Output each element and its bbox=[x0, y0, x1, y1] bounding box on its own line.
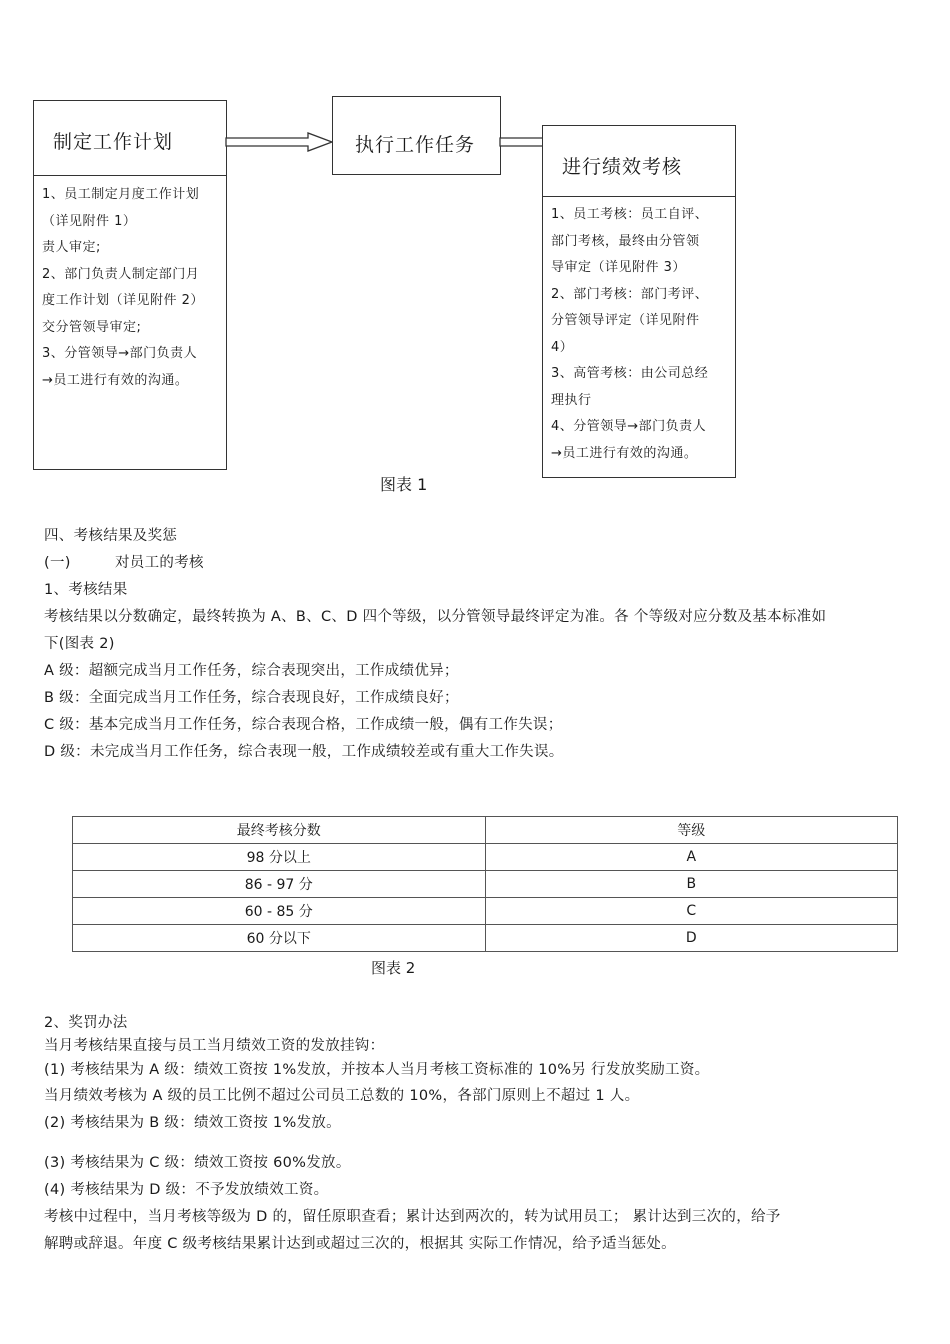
step1-item: 1、员工制定月度工作计划 bbox=[42, 187, 200, 202]
reward-intro: 当月考核结果直接与员工当月绩效工资的发放挂钩： bbox=[44, 1038, 385, 1054]
reward-rule-1: (1) 考核结果为 A 级：绩效工资按 1%发放，并按本人当月考核工资标准的 10%另 行发放奖励工资。 bbox=[44, 1062, 710, 1078]
grade-table bbox=[72, 816, 898, 952]
figure1-caption: 图表 1 bbox=[380, 475, 428, 494]
table-cell-grade: A bbox=[485, 844, 898, 871]
step1-item: 交分管领导审定; bbox=[42, 319, 142, 335]
step1-title: 制定工作计划 bbox=[53, 131, 174, 153]
reward-rule-3: (3) 考核结果为 C 级：绩效工资按 60%发放。 bbox=[44, 1155, 351, 1171]
step3-item: 2、部门考核：部门考评、 bbox=[551, 286, 709, 302]
step2-title-box bbox=[332, 96, 501, 175]
step3-title-box bbox=[542, 125, 736, 197]
step3-item: 导审定（详见附件 3） bbox=[551, 260, 686, 275]
step1-detail-box bbox=[33, 175, 227, 470]
step3-title: 进行绩效考核 bbox=[562, 156, 683, 178]
step1-item: 3、分管领导→部门负责人 bbox=[42, 346, 198, 361]
step3-item: 4） bbox=[551, 339, 574, 355]
table-cell-grade: C bbox=[485, 898, 898, 925]
step1-title-box bbox=[33, 100, 227, 176]
table-cell-score: 60 - 85 分 bbox=[73, 898, 486, 925]
flow-arrow-1 bbox=[224, 131, 336, 153]
sub1-number: (一) bbox=[44, 555, 71, 571]
step3-detail-box bbox=[542, 196, 736, 478]
step3-item: 分管领导评定（详见附件 bbox=[551, 313, 700, 328]
para1-line2: 下(图表 2) bbox=[44, 636, 115, 652]
grade-b-desc: B 级：全面完成当月工作任务，综合表现良好，工作成绩良好； bbox=[44, 690, 459, 706]
table-cell-score: 98 分以上 bbox=[73, 844, 486, 871]
reward-rule-1-note: 当月绩效考核为 A 级的员工比例不超过公司员工总数的 10%，各部门原则上不超过 1 人。 bbox=[44, 1088, 640, 1104]
grade-d-desc: D 级：未完成当月工作任务，综合表现一般，工作成绩较差或有重大工作失误。 bbox=[44, 744, 564, 760]
table-cell-score: 86 - 97 分 bbox=[73, 871, 486, 898]
closing-line1: 考核中过程中，当月考核等级为 D 的，留任原职查看；累计达到两次的，转为试用员工； 累计达到三次的，给予 bbox=[44, 1209, 781, 1225]
table-header-score: 最终考核分数 bbox=[73, 817, 486, 844]
table-row bbox=[73, 871, 898, 898]
section4-heading: 四、考核结果及奖惩 bbox=[44, 528, 178, 544]
table-row bbox=[73, 898, 898, 925]
step1-item: 度工作计划（详见附件 2） bbox=[42, 293, 204, 308]
step3-item: 部门考核，最终由分管领 bbox=[551, 233, 700, 249]
table-header-row bbox=[73, 817, 898, 844]
table-cell-score: 60 分以下 bbox=[73, 925, 486, 952]
para1-line1: 考核结果以分数确定，最终转换为 A、B、C、D 四个等级，以分管领导最终评定为准。各 个等级对应分数及基本标准如 bbox=[44, 609, 827, 625]
step3-item: →员工进行有效的沟通。 bbox=[551, 445, 698, 461]
table-row bbox=[73, 844, 898, 871]
step1-item: 2、部门负责人制定部门月 bbox=[42, 266, 200, 282]
grade-c-desc: C 级：基本完成当月工作任务，综合表现合格，工作成绩一般，偶有工作失误； bbox=[44, 717, 563, 733]
table-header-grade: 等级 bbox=[485, 817, 898, 844]
step2-title: 执行工作任务 bbox=[355, 134, 476, 156]
grade-a-desc: A 级：超额完成当月工作任务，综合表现突出，工作成绩优异； bbox=[44, 663, 459, 679]
table-cell-grade: B bbox=[485, 871, 898, 898]
step3-item: 4、分管领导→部门负责人 bbox=[551, 419, 707, 434]
step3-item: 理执行 bbox=[551, 392, 592, 408]
step3-detail-list bbox=[551, 202, 708, 467]
step1-item: →员工进行有效的沟通。 bbox=[42, 372, 189, 388]
reward-rule-2: (2) 考核结果为 B 级：绩效工资按 1%发放。 bbox=[44, 1115, 341, 1131]
item2-heading: 2、奖罚办法 bbox=[44, 1015, 128, 1031]
step1-detail-list bbox=[42, 182, 204, 394]
sub1-title: 对员工的考核 bbox=[115, 555, 204, 571]
step1-item: （详见附件 1） bbox=[42, 213, 137, 229]
step3-item: 1、员工考核：员工自评、 bbox=[551, 207, 709, 222]
reward-rule-4: (4) 考核结果为 D 级：不予发放绩效工资。 bbox=[44, 1182, 329, 1198]
closing-line2: 解聘或辞退。年度 C 级考核结果累计达到或超过三次的，根据其 实际工作情况，给予适当惩处。 bbox=[44, 1236, 676, 1252]
step1-item: 责人审定; bbox=[42, 240, 101, 255]
step3-item: 3、高管考核：由公司总经 bbox=[551, 366, 709, 381]
table-cell-grade: D bbox=[485, 925, 898, 952]
table-row bbox=[73, 925, 898, 952]
item1-heading: 1、考核结果 bbox=[44, 582, 128, 598]
figure2-caption: 图表 2 bbox=[371, 959, 416, 977]
